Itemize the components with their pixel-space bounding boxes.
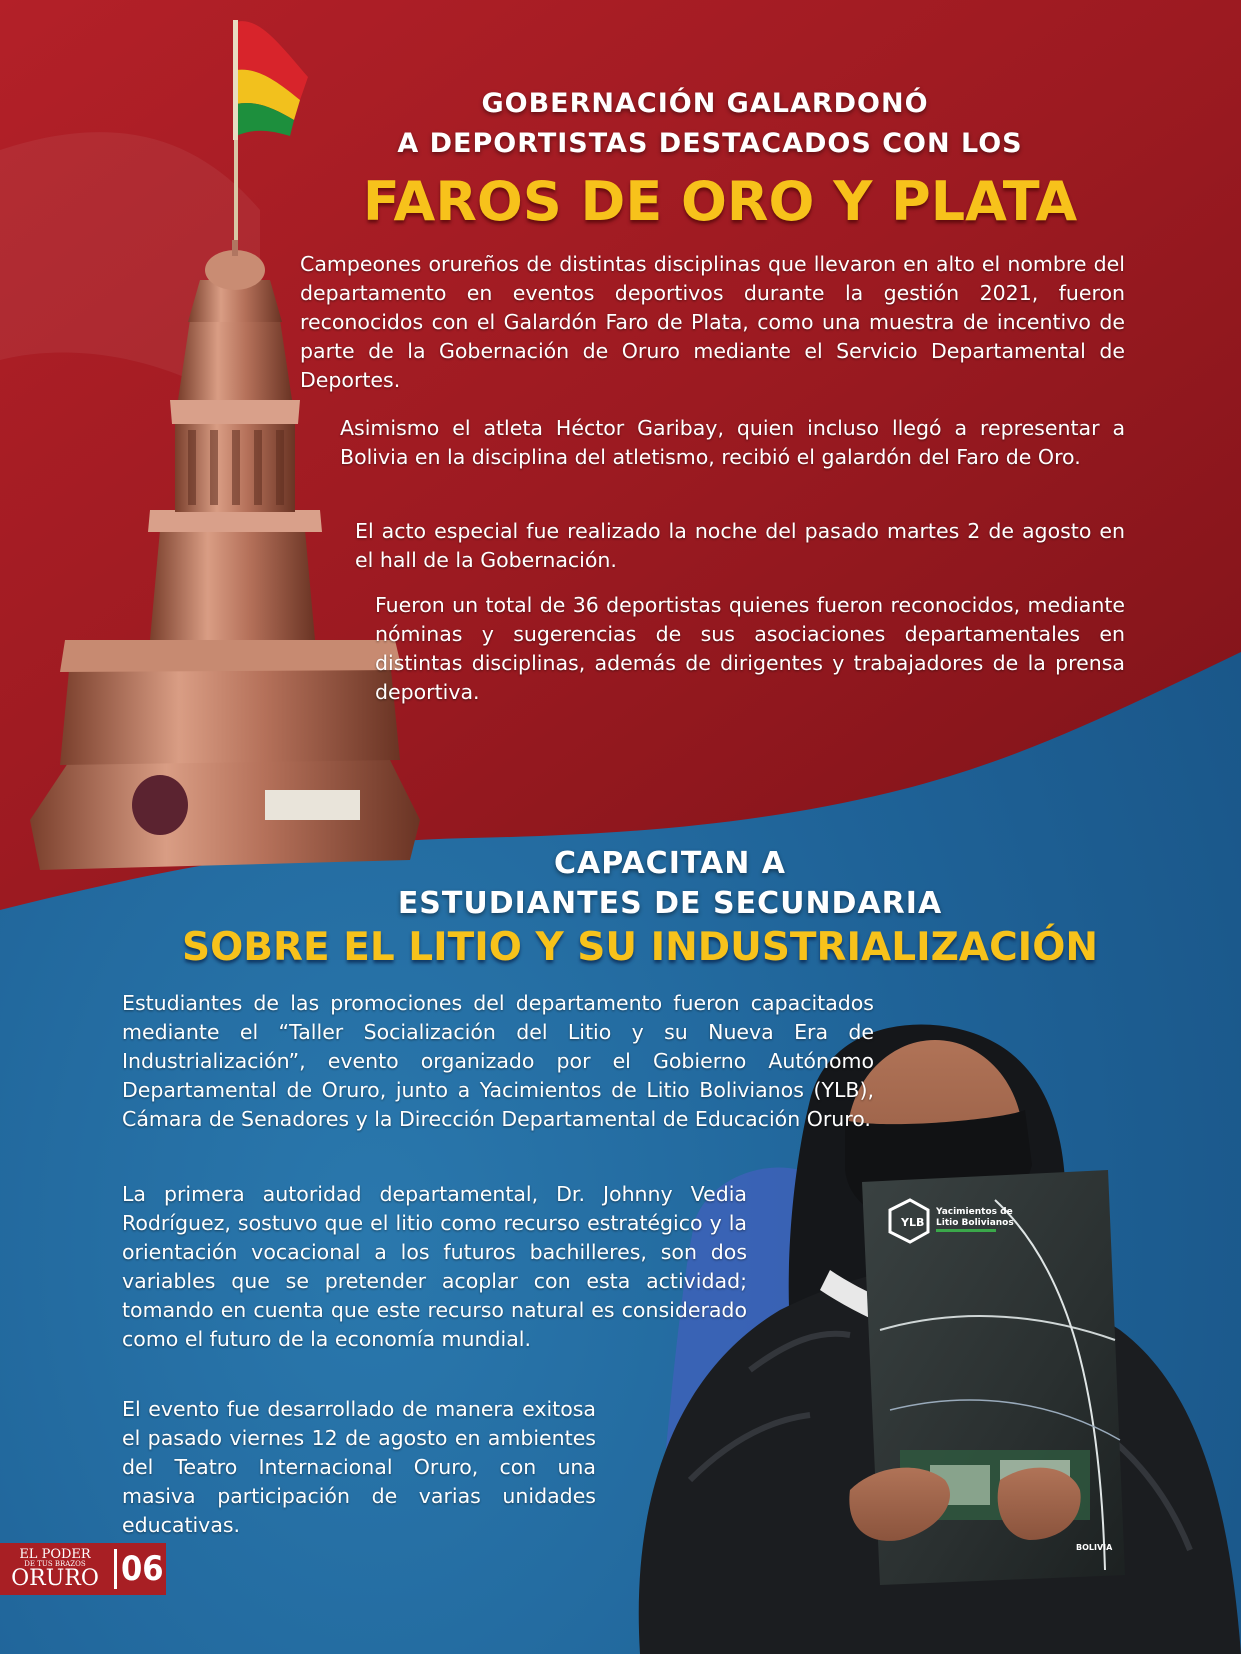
article1-paragraph: Campeones orureños de distintas disciplinas que llevaron en alto el nombre del departamento en eventos deportivos durante la gestión 2021, fueron reconocidos con el Galardón Faro de Plata, como una muestra de incentivo de parte de la Gobernación de Oruro mediante el Servicio Departamental de Deportes. <box>300 252 1125 392</box>
article1-paragraph: Asimismo el atleta Héctor Garibay, quien incluso llegó a representar a Bolivia en la disciplina del atletismo, recibió el galardón del Faro de Oro. <box>340 416 1125 469</box>
folio-divider <box>114 1549 117 1589</box>
article1-title-line1: GOBERNACIÓN GALARDONÓ <box>481 88 929 119</box>
article1-title-line2: A DEPORTISTAS DESTACADOS CON LOS <box>397 128 1023 159</box>
article2-title-accent: SOBRE EL LITIO Y SU INDUSTRIALIZACIÓN <box>181 925 1098 970</box>
publication-name-line1: EL PODER <box>19 1547 91 1562</box>
article1-paragraph: Fueron un total de 36 deportistas quienes fueron reconocidos, mediante nóminas y sugerencias de sus asociaciones departamentales en distintas disciplinas, además de dirigentes y trabajadores de la prensa deportiva. <box>375 593 1125 704</box>
ylb-logo-text: YLB <box>901 1216 925 1229</box>
ylb-name-line1: Yacimientos de <box>936 1207 1013 1217</box>
article2-title-line1: CAPACITAN A <box>554 846 786 881</box>
bolivia-flag-icon <box>228 12 318 246</box>
ylb-name-line2: Litio Bolivianos <box>936 1218 1014 1228</box>
publication-name-line2: DE TUS BRAZOS <box>24 1560 86 1568</box>
page-number: 06 <box>121 1549 164 1589</box>
publication-logo <box>0 1548 110 1590</box>
brochure-bolivia-text: BOLIVIA <box>1076 1543 1113 1552</box>
article1-paragraph: El acto especial fue realizado la noche del pasado martes 2 de agosto en el hall de la Gobernación. <box>355 519 1125 572</box>
article2-paragraph: Estudiantes de las promociones del departamento fueron capacitados mediante el “Taller Socialización del Litio y su Nueva Era de Industrialización”, evento organizado por el Gobierno Autónomo Departamental de Oruro, junto a Yacimientos de Litio Bolivianos (YLB), Cámara de Senadores y la Dirección Departamental de Educación Oruro. <box>122 991 874 1131</box>
article1-title-accent: FAROS DE ORO Y PLATA <box>362 170 1078 233</box>
article2-paragraph: El evento fue desarrollado de manera exitosa el pasado viernes 12 de agosto en ambientes del Teatro Internacional Oruro, con una masiva participación de varias unidades educativas. <box>122 1397 596 1537</box>
article2-title-line2: ESTUDIANTES DE SECUNDARIA <box>397 886 943 921</box>
page-folio <box>0 1543 166 1595</box>
article2-paragraph: La primera autoridad departamental, Dr. Johnny Vedia Rodríguez, sostuvo que el litio como recurso estratégico y la orientación vocacional a los futuros bachilleres, son dos variables que se pretender acoplar con esta actividad; tomando en cuenta que este recurso natural es considerado como el futuro de la economía mundial. <box>122 1182 747 1351</box>
publication-name-line3: ORURO <box>11 1566 99 1591</box>
